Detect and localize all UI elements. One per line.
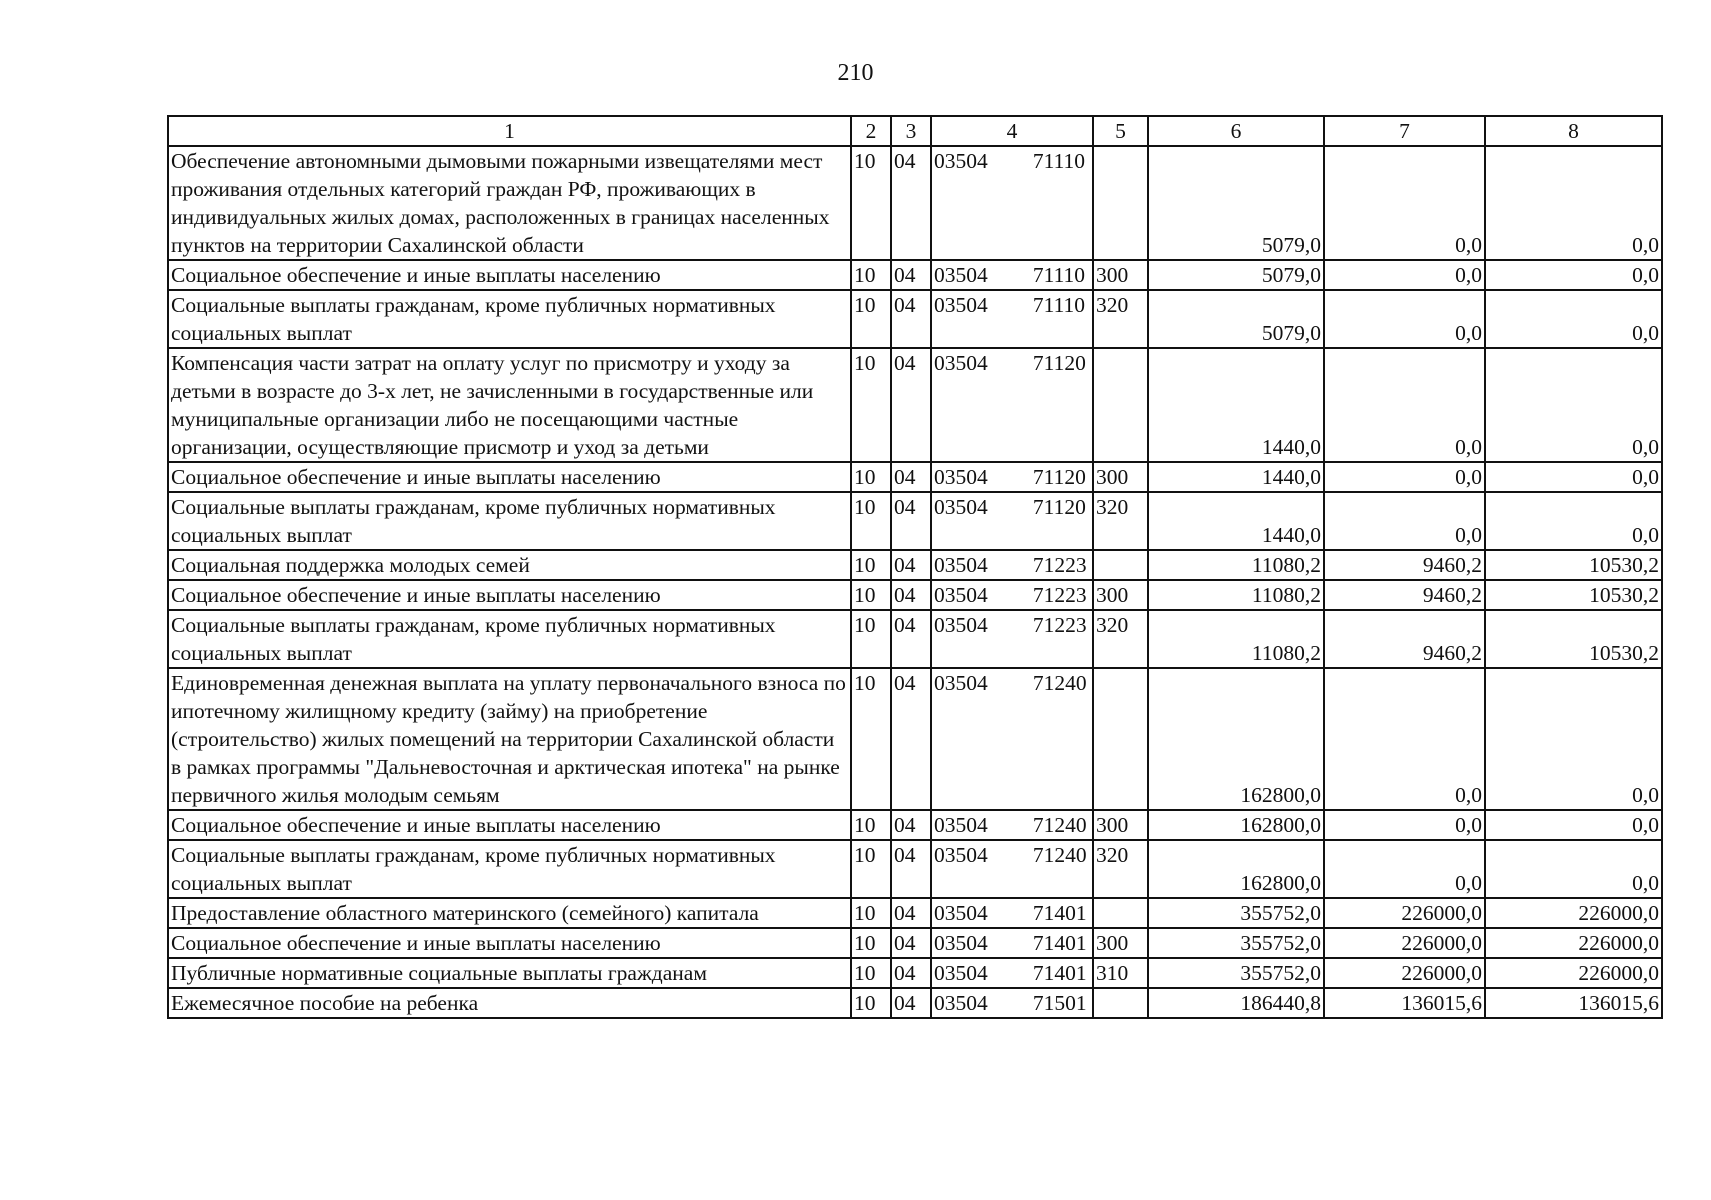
target-article-code (931, 898, 1093, 928)
table-row (168, 550, 1662, 580)
subsection-code: 04 (891, 492, 931, 550)
amount-col-7: 0,0 (1324, 146, 1485, 260)
target-article-code (931, 260, 1093, 290)
amount-col-8: 0,0 (1485, 668, 1662, 810)
expense-direction-code: 71240 (1032, 671, 1087, 695)
column-header: 8 (1485, 116, 1662, 146)
amount-col-7: 0,0 (1324, 348, 1485, 462)
column-header: 4 (931, 116, 1093, 146)
amount-col-8: 10530,2 (1485, 550, 1662, 580)
row-name: Социальное обеспечение и иные выплаты населению (168, 810, 851, 840)
amount-col-7: 0,0 (1324, 260, 1485, 290)
target-article-code (931, 146, 1093, 260)
amount-col-7: 0,0 (1324, 290, 1485, 348)
subsection-code: 04 (891, 290, 931, 348)
amount-col-8: 10530,2 (1485, 580, 1662, 610)
amount-col-6: 162800,0 (1148, 668, 1324, 810)
expense-direction-code: 71120 (1032, 465, 1086, 489)
table-row (168, 492, 1662, 550)
row-name: Единовременная денежная выплата на уплату первоначального взноса по ипотечному жилищному кредиту (займу) на приобретение (строительство) жилых помещений на территории Сахалинской области в рамках программы "Дальневосточная и арктическая ипотека" на рынке первичного жилья молодым семьям (168, 668, 851, 810)
amount-col-8: 226000,0 (1485, 898, 1662, 928)
table-row (168, 146, 1662, 260)
target-article-code (931, 810, 1093, 840)
amount-col-6: 162800,0 (1148, 840, 1324, 898)
section-code: 10 (851, 260, 891, 290)
program-code: 03504 (934, 263, 988, 287)
section-code: 10 (851, 810, 891, 840)
program-code: 03504 (934, 465, 988, 489)
row-name: Ежемесячное пособие на ребенка (168, 988, 851, 1018)
section-code: 10 (851, 668, 891, 810)
amount-col-7: 0,0 (1324, 840, 1485, 898)
subsection-code: 04 (891, 462, 931, 492)
amount-col-6: 5079,0 (1148, 146, 1324, 260)
row-name: Социальное обеспечение и иные выплаты населению (168, 462, 851, 492)
subsection-code: 04 (891, 260, 931, 290)
column-header: 1 (168, 116, 851, 146)
expense-type-code (1093, 550, 1148, 580)
table-row (168, 580, 1662, 610)
expense-type-code: 300 (1093, 928, 1148, 958)
target-article-code (931, 290, 1093, 348)
target-article-code (931, 840, 1093, 898)
amount-col-6: 355752,0 (1148, 928, 1324, 958)
section-code: 10 (851, 492, 891, 550)
row-name: Обеспечение автономными дымовыми пожарными извещателями мест проживания отдельных категорий граждан РФ, проживающих в индивидуальных жилых домах, расположенных в границах населенных пунктов на территории Сахалинской области (168, 146, 851, 260)
expense-type-code: 320 (1093, 840, 1148, 898)
expense-direction-code: 71401 (1032, 961, 1087, 985)
expense-direction-code: 71401 (1032, 931, 1087, 955)
amount-col-6: 1440,0 (1148, 462, 1324, 492)
target-article-code (931, 580, 1093, 610)
target-article-code (931, 462, 1093, 492)
amount-col-6: 1440,0 (1148, 348, 1324, 462)
section-code: 10 (851, 898, 891, 928)
program-code: 03504 (934, 583, 988, 607)
target-article-code (931, 668, 1093, 810)
subsection-code: 04 (891, 348, 931, 462)
amount-col-8: 0,0 (1485, 810, 1662, 840)
amount-col-6: 11080,2 (1148, 550, 1324, 580)
section-code: 10 (851, 462, 891, 492)
expense-type-code (1093, 898, 1148, 928)
expense-type-code: 300 (1093, 580, 1148, 610)
program-code: 03504 (934, 613, 988, 637)
expense-direction-code: 71120 (1032, 495, 1086, 519)
column-header: 7 (1324, 116, 1485, 146)
table-row (168, 610, 1662, 668)
expense-type-code: 320 (1093, 290, 1148, 348)
row-name: Социальное обеспечение и иные выплаты населению (168, 580, 851, 610)
column-header: 6 (1148, 116, 1324, 146)
column-header: 2 (851, 116, 891, 146)
expense-direction-code: 71223 (1032, 553, 1087, 577)
amount-col-7: 226000,0 (1324, 958, 1485, 988)
target-article-code (931, 610, 1093, 668)
expense-type-code: 300 (1093, 462, 1148, 492)
section-code: 10 (851, 958, 891, 988)
subsection-code: 04 (891, 958, 931, 988)
subsection-code: 04 (891, 550, 931, 580)
expense-type-code: 300 (1093, 810, 1148, 840)
section-code: 10 (851, 290, 891, 348)
amount-col-8: 0,0 (1485, 462, 1662, 492)
table-row (168, 988, 1662, 1018)
target-article-code (931, 958, 1093, 988)
amount-col-7: 0,0 (1324, 810, 1485, 840)
table-row (168, 462, 1662, 492)
subsection-code: 04 (891, 580, 931, 610)
table-row (168, 958, 1662, 988)
row-name: Социальные выплаты гражданам, кроме публичных нормативных социальных выплат (168, 290, 851, 348)
program-code: 03504 (934, 961, 988, 985)
expense-type-code (1093, 668, 1148, 810)
column-header: 3 (891, 116, 931, 146)
program-code: 03504 (934, 149, 988, 173)
subsection-code: 04 (891, 988, 931, 1018)
program-code: 03504 (934, 671, 988, 695)
program-code: 03504 (934, 495, 988, 519)
amount-col-7: 226000,0 (1324, 928, 1485, 958)
subsection-code: 04 (891, 928, 931, 958)
subsection-code: 04 (891, 898, 931, 928)
expense-direction-code: 71501 (1032, 991, 1087, 1015)
amount-col-8: 136015,6 (1485, 988, 1662, 1018)
amount-col-7: 136015,6 (1324, 988, 1485, 1018)
expense-direction-code: 71223 (1032, 613, 1087, 637)
amount-col-8: 0,0 (1485, 260, 1662, 290)
table-row (168, 928, 1662, 958)
section-code: 10 (851, 988, 891, 1018)
expense-direction-code: 71110 (1032, 263, 1086, 287)
table-row (168, 810, 1662, 840)
row-name: Социальное обеспечение и иные выплаты населению (168, 928, 851, 958)
amount-col-7: 0,0 (1324, 462, 1485, 492)
amount-col-7: 9460,2 (1324, 550, 1485, 580)
amount-col-7: 0,0 (1324, 492, 1485, 550)
expense-type-code: 310 (1093, 958, 1148, 988)
section-code: 10 (851, 610, 891, 668)
program-code: 03504 (934, 843, 988, 867)
table-row (168, 348, 1662, 462)
expense-direction-code: 71110 (1032, 293, 1086, 317)
program-code: 03504 (934, 813, 988, 837)
amount-col-8: 226000,0 (1485, 958, 1662, 988)
expense-direction-code: 71240 (1032, 843, 1087, 867)
expense-direction-code: 71223 (1032, 583, 1087, 607)
amount-col-6: 5079,0 (1148, 290, 1324, 348)
row-name: Социальные выплаты гражданам, кроме публичных нормативных социальных выплат (168, 840, 851, 898)
target-article-code (931, 550, 1093, 580)
amount-col-7: 9460,2 (1324, 580, 1485, 610)
row-name: Социальные выплаты гражданам, кроме публичных нормативных социальных выплат (168, 610, 851, 668)
amount-col-7: 9460,2 (1324, 610, 1485, 668)
expense-type-code (1093, 988, 1148, 1018)
program-code: 03504 (934, 553, 988, 577)
expense-type-code: 320 (1093, 492, 1148, 550)
amount-col-8: 0,0 (1485, 290, 1662, 348)
amount-col-6: 11080,2 (1148, 610, 1324, 668)
amount-col-6: 355752,0 (1148, 898, 1324, 928)
amount-col-7: 226000,0 (1324, 898, 1485, 928)
table-row (168, 840, 1662, 898)
amount-col-7: 0,0 (1324, 668, 1485, 810)
table-row (168, 260, 1662, 290)
amount-col-6: 11080,2 (1148, 580, 1324, 610)
target-article-code (931, 492, 1093, 550)
table-body (168, 116, 1662, 1018)
amount-col-8: 0,0 (1485, 146, 1662, 260)
amount-col-8: 0,0 (1485, 840, 1662, 898)
table-row (168, 898, 1662, 928)
program-code: 03504 (934, 293, 988, 317)
expense-type-code (1093, 348, 1148, 462)
page-number: 210 (837, 60, 874, 86)
program-code: 03504 (934, 931, 988, 955)
header-row (168, 116, 1662, 146)
table-row (168, 290, 1662, 348)
section-code: 10 (851, 348, 891, 462)
row-name: Социальные выплаты гражданам, кроме публичных нормативных социальных выплат (168, 492, 851, 550)
program-code: 03504 (934, 991, 988, 1015)
section-code: 10 (851, 146, 891, 260)
subsection-code: 04 (891, 810, 931, 840)
row-name: Публичные нормативные социальные выплаты гражданам (168, 958, 851, 988)
target-article-code (931, 348, 1093, 462)
amount-col-6: 1440,0 (1148, 492, 1324, 550)
expense-direction-code: 71110 (1032, 149, 1086, 173)
section-code: 10 (851, 580, 891, 610)
expense-direction-code: 71120 (1032, 351, 1086, 375)
program-code: 03504 (934, 351, 988, 375)
subsection-code: 04 (891, 610, 931, 668)
subsection-code: 04 (891, 840, 931, 898)
column-header: 5 (1093, 116, 1148, 146)
expense-direction-code: 71401 (1032, 901, 1087, 925)
row-name: Компенсация части затрат на оплату услуг по присмотру и уходу за детьми в возрасте до 3-х лет, не зачисленными в государственные или муниципальные организации либо не посещающими частные организации, осуществляющие присмотр и уход за детьми (168, 348, 851, 462)
expense-type-code: 320 (1093, 610, 1148, 668)
row-name: Социальная поддержка молодых семей (168, 550, 851, 580)
table-row (168, 668, 1662, 810)
target-article-code (931, 928, 1093, 958)
row-name: Социальное обеспечение и иные выплаты населению (168, 260, 851, 290)
section-code: 10 (851, 550, 891, 580)
section-code: 10 (851, 928, 891, 958)
amount-col-8: 0,0 (1485, 348, 1662, 462)
expense-direction-code: 71240 (1032, 813, 1087, 837)
amount-col-8: 10530,2 (1485, 610, 1662, 668)
expense-type-code: 300 (1093, 260, 1148, 290)
section-code: 10 (851, 840, 891, 898)
budget-table (167, 115, 1663, 1019)
amount-col-8: 0,0 (1485, 492, 1662, 550)
expense-type-code (1093, 146, 1148, 260)
program-code: 03504 (934, 901, 988, 925)
amount-col-6: 355752,0 (1148, 958, 1324, 988)
amount-col-6: 162800,0 (1148, 810, 1324, 840)
amount-col-6: 186440,8 (1148, 988, 1324, 1018)
amount-col-6: 5079,0 (1148, 260, 1324, 290)
subsection-code: 04 (891, 146, 931, 260)
row-name: Предоставление областного материнского (семейного) капитала (168, 898, 851, 928)
subsection-code: 04 (891, 668, 931, 810)
target-article-code (931, 988, 1093, 1018)
amount-col-8: 226000,0 (1485, 928, 1662, 958)
